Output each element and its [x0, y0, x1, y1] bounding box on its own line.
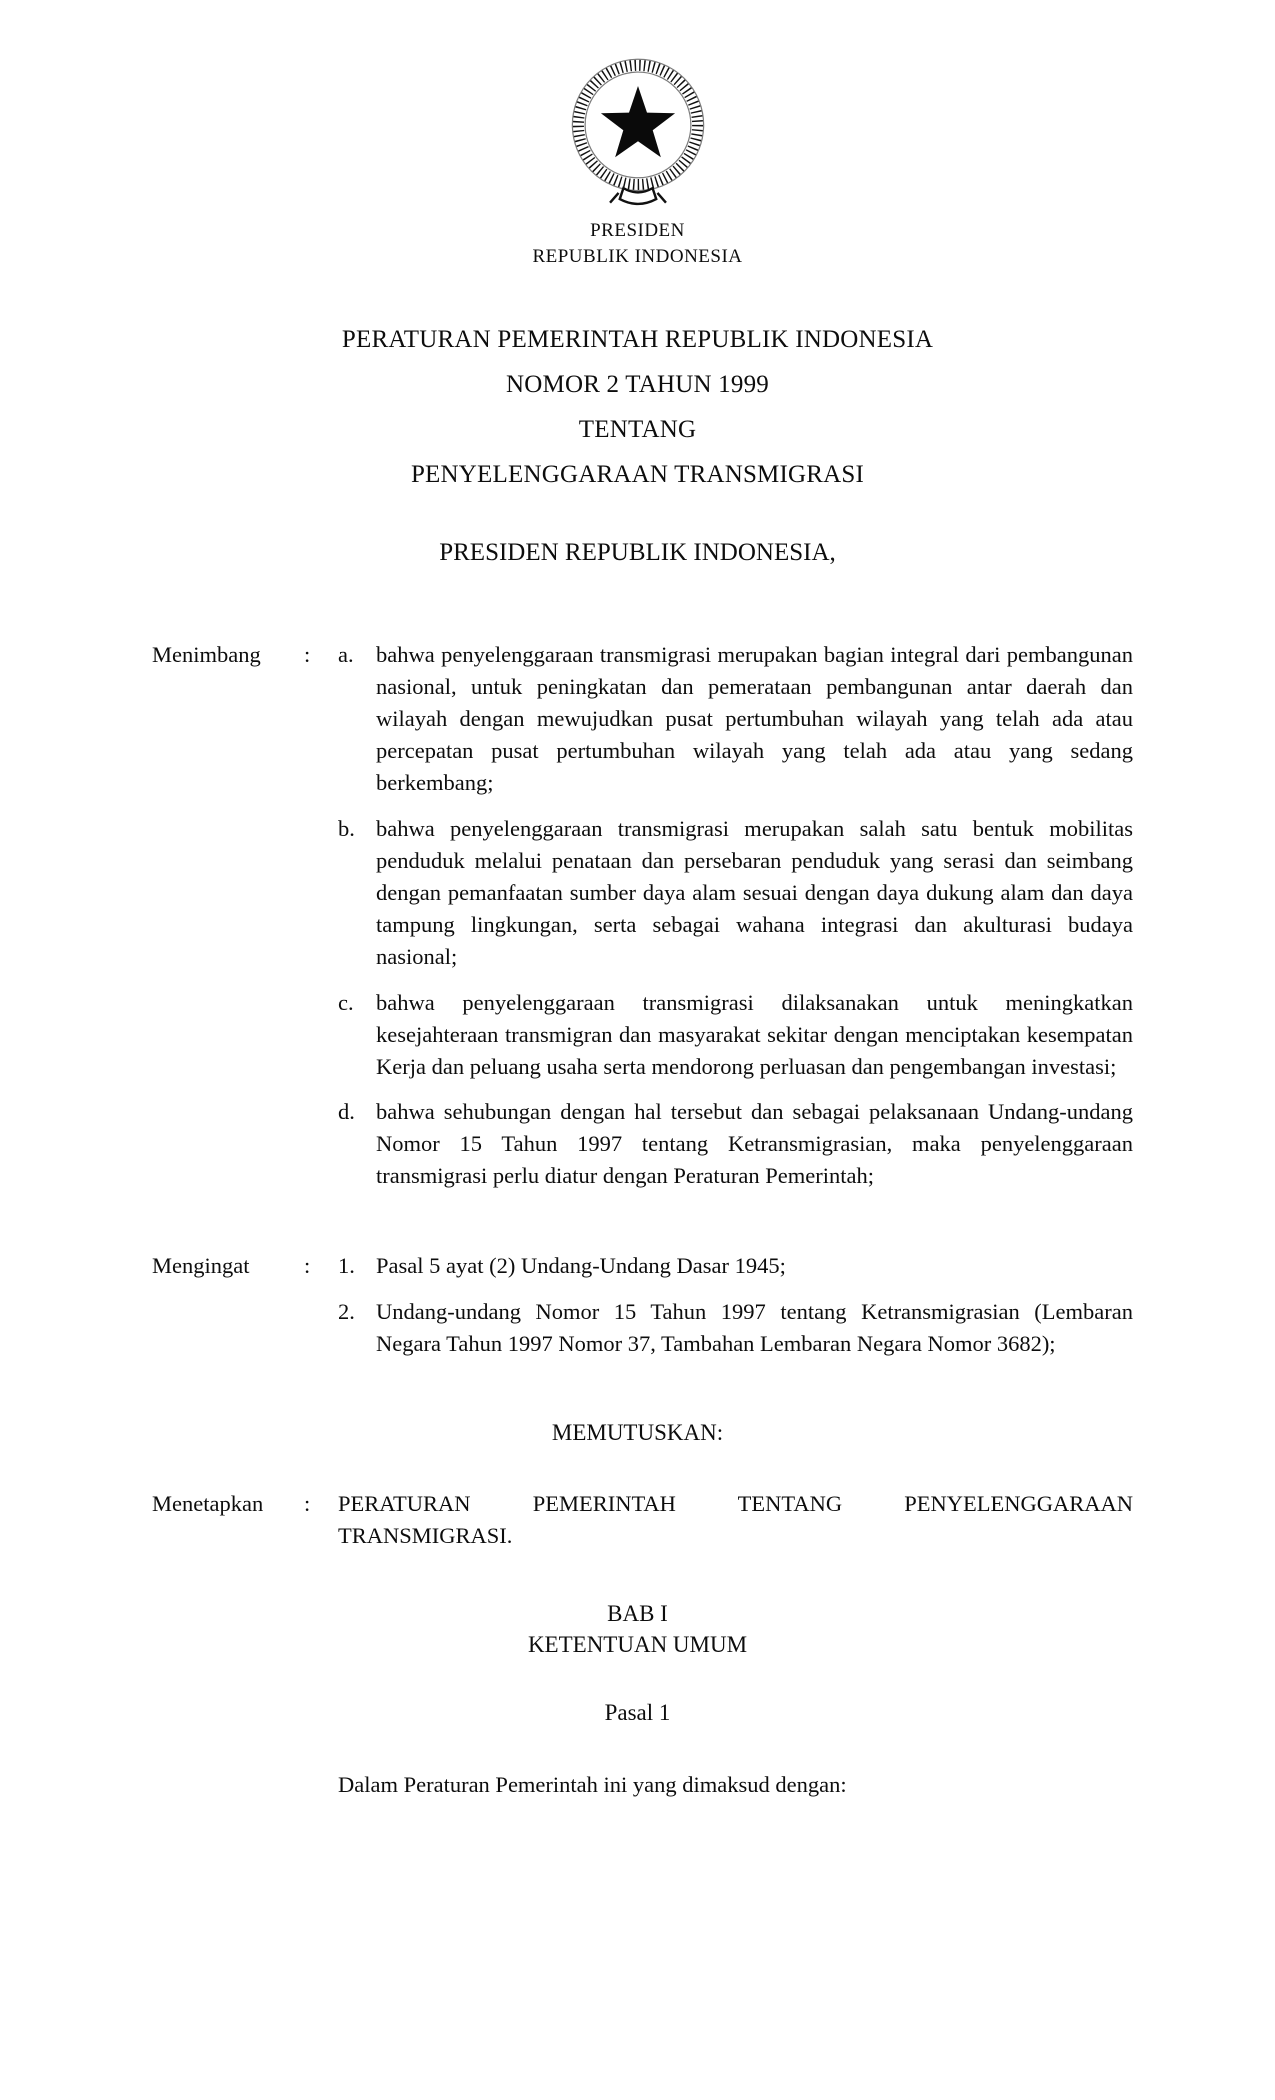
letterhead	[0, 218, 1275, 269]
item-marker: c.	[338, 989, 354, 1015]
seal-container	[0, 0, 1275, 210]
item-marker: b.	[338, 815, 355, 841]
item-marker: d.	[338, 1099, 355, 1125]
menetapkan-section	[0, 1488, 1275, 1552]
item-text: Undang-undang Nomor 15 Tahun 1997 tentang Ketransmigrasian (Lembaran Negara Tahun 1997 Nomor 37, Tambahan Lembaran Negara Nomor 3682);	[376, 1299, 1133, 1357]
mengingat-section	[0, 1250, 1275, 1360]
menetapkan-text: PERATURAN PEMERINTAH TENTANG PENYELENGGARAAN TRANSMIGRASI.	[338, 1491, 1133, 1549]
pasal-heading: Pasal 1	[604, 1700, 671, 1726]
title-line-2: NOMOR 2 TAHUN 1999	[506, 371, 769, 399]
title-line-4: PENYELENGGARAAN TRANSMIGRASI	[410, 461, 865, 489]
item-text: bahwa penyelenggaraan transmigrasi dilaksanakan untuk meningkatkan kesejahteraan transmigran dan masyarakat sekitar dengan menciptakan kesempatan Kerja dan peluang usaha serta mendorong perluasan dan pengembangan investasi;	[376, 989, 1133, 1079]
document-title	[0, 327, 1275, 487]
item-marker: 2.	[338, 1299, 355, 1325]
menetapkan-row	[152, 1488, 1133, 1552]
spacer	[152, 987, 304, 1083]
bab-heading	[0, 1598, 1275, 1660]
spacer	[152, 1296, 304, 1360]
mengingat-item-2	[152, 1296, 1133, 1360]
mengingat-item-1	[152, 1250, 1133, 1282]
menimbang-item-a	[152, 639, 1133, 799]
spacer	[304, 813, 338, 973]
presidential-seal-icon	[564, 52, 712, 210]
menetapkan-colon: :	[304, 1491, 311, 1517]
memutuskan-heading: MEMUTUSKAN:	[551, 1420, 724, 1446]
menimbang-item-b	[152, 813, 1133, 973]
menimbang-colon: :	[304, 642, 311, 668]
mengingat-label: Mengingat	[152, 1253, 250, 1279]
item-marker: 1.	[338, 1253, 355, 1279]
title-line-1: PERATURAN PEMERINTAH REPUBLIK INDONESIA	[341, 326, 934, 354]
item-text: bahwa sehubungan dengan hal tersebut dan sebagai pelaksanaan Undang-undang Nomor 15 Tahun 1997 tentang Ketransmigrasian, maka penyelenggaraan transmigrasi perlu diatur dengan Peraturan Pemerintah;	[376, 1099, 1133, 1189]
bab-title: KETENTUAN UMUM	[527, 1632, 748, 1658]
spacer	[304, 987, 338, 1083]
bab-number: BAB I	[607, 1600, 668, 1626]
mengingat-colon: :	[304, 1253, 311, 1279]
menetapkan-label: Menetapkan	[152, 1491, 264, 1517]
title-line-3: TENTANG	[578, 416, 697, 444]
preamble-line: PRESIDEN REPUBLIK INDONESIA,	[439, 539, 836, 567]
item-text: Pasal 5 ayat (2) Undang-Undang Dasar 1945;	[376, 1253, 786, 1279]
spacer	[152, 813, 304, 973]
menimbang-item-d	[152, 1096, 1133, 1192]
letterhead-republik-indonesia: REPUBLIK INDONESIA	[532, 245, 743, 267]
spacer	[152, 1096, 304, 1192]
menimbang-label: Menimbang	[152, 642, 261, 668]
menimbang-item-c	[152, 987, 1133, 1083]
spacer	[304, 1096, 338, 1192]
spacer	[304, 1296, 338, 1360]
menimbang-section	[0, 639, 1275, 1192]
letterhead-presiden: PRESIDEN	[590, 220, 685, 241]
opening-line: Dalam Peraturan Pemerintah ini yang dimaksud dengan:	[338, 1772, 847, 1798]
item-text: bahwa penyelenggaraan transmigrasi merupakan bagian integral dari pembangunan nasional, untuk peningkatan dan pemerataan pembangunan antar daerah dan wilayah dengan mewujudkan pusat pertumbuhan wilayah yang telah ada atau percepatan pusat pertumbuhan wilayah yang telah ada atau yang sedang berkembang;	[376, 642, 1133, 796]
item-marker: a.	[338, 642, 354, 668]
item-text: bahwa penyelenggaraan transmigrasi merupakan salah satu bentuk mobilitas penduduk melalui penataan dan persebaran penduduk yang serasi dan seimbang dengan pemanfaatan sumber daya alam sesuai dengan daya dukung alam dan daya tampung lingkungan, serta sebagai wahana integrasi dan akulturasi budaya nasional;	[376, 815, 1133, 969]
star-icon	[600, 86, 674, 157]
